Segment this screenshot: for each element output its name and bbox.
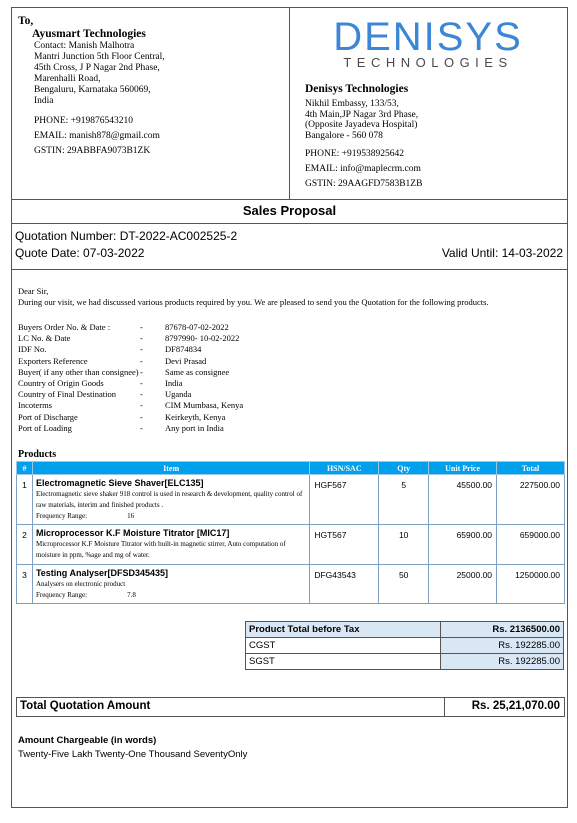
product-description: Microprocessor K.F Moisture Titrator with built-in magnetic stirrer, Auto computation of moisture in ppm, %age and mg of water. [35, 540, 286, 559]
recipient-email: EMAIL: manish878@gmail.com [34, 131, 160, 141]
detail-row [18, 367, 243, 378]
product-frequency [36, 590, 306, 600]
product-qty: 10 [379, 525, 429, 565]
detail-key: LC No. & Date [18, 333, 71, 344]
recipient-address-line: 45th Cross, J P Nagar 2nd Phase, [34, 63, 160, 73]
recipient-address-line: Marenhalli Road, [34, 74, 101, 84]
recipient-phone: PHONE: +919876543210 [34, 116, 134, 126]
product-qty: 5 [379, 475, 429, 525]
totals-label: CGST [246, 638, 441, 654]
detail-value: Same as consignee [165, 366, 230, 377]
detail-separator: - [140, 389, 143, 400]
detail-row [18, 333, 243, 344]
detail-row [18, 356, 243, 367]
totals-value: Rs. 192285.00 [441, 654, 564, 670]
detail-value: CIM Mumbasa, Kenya [165, 400, 244, 411]
frequency-value: 16 [127, 512, 135, 520]
product-item-cell [32, 525, 309, 565]
detail-row [18, 378, 243, 389]
detail-value: Any port in India [165, 422, 224, 433]
product-name: Electromagnetic Sieve Shaver[ELC135] [35, 478, 204, 488]
totals-label: SGST [246, 654, 441, 670]
product-row [17, 565, 565, 604]
detail-separator: - [140, 378, 143, 389]
recipient-address-line: India [34, 96, 54, 106]
cover-letter [18, 286, 563, 307]
detail-key: Country of Origin Goods [18, 378, 104, 389]
product-qty: 50 [379, 565, 429, 604]
col-header-unit-price: Unit Price [429, 462, 497, 475]
product-unit-price: 45500.00 [429, 475, 497, 525]
col-header-hsn: HSN/SAC [310, 462, 379, 475]
recipient-block [18, 15, 286, 159]
detail-separator: - [140, 355, 143, 366]
product-row [17, 475, 565, 525]
frequency-value: 7.8 [127, 591, 136, 599]
quotation-page [11, 7, 568, 808]
product-row [17, 525, 565, 565]
detail-row [18, 322, 243, 333]
products-table-header [17, 462, 565, 475]
product-unit-price: 65900.00 [429, 525, 497, 565]
detail-value: 87678-07-02-2022 [165, 322, 229, 332]
detail-key: IDF No. [18, 344, 47, 355]
amount-words-label: Amount Chargeable (in words) [18, 735, 157, 746]
totals-value: Rs. 192285.00 [441, 638, 564, 654]
recipient-address-line: Mantri Junction 5th Floor Central, [34, 52, 165, 62]
product-hsn: DFG43543 [310, 565, 379, 604]
detail-value: Uganda [165, 389, 192, 400]
sender-block [305, 82, 560, 192]
sender-phone: PHONE: +919538925642 [305, 149, 405, 159]
detail-row [18, 423, 243, 434]
detail-value: Keirkeyth, Kenya [165, 411, 226, 422]
amount-words-value: Twenty-Five Lakh Twenty-One Thousand SeventyOnly [18, 749, 248, 760]
product-index: 1 [17, 475, 33, 525]
detail-key: Buyer( if any other than consignee) [18, 366, 139, 377]
detail-separator: - [140, 411, 143, 422]
shipping-details [18, 322, 243, 434]
header-divider [289, 8, 290, 199]
totals-label: Product Total before Tax [246, 622, 441, 638]
totals-value: Rs. 2136500.00 [441, 622, 564, 638]
detail-key: Port of Loading [18, 422, 72, 433]
recipient-address-line: Bengaluru, Karnataka 560069, [34, 85, 151, 95]
detail-row [18, 389, 243, 400]
recipient-address-line: Contact: Manish Malhotra [34, 41, 135, 51]
col-header-total: Total [497, 462, 565, 475]
company-logo [308, 16, 548, 70]
quote-date: Quote Date: 07-03-2022 [15, 246, 145, 260]
product-index: 2 [17, 525, 33, 565]
product-name: Microprocessor K.F Moisture Titrator [MIC17] [35, 528, 230, 538]
product-frequency [36, 511, 306, 521]
detail-separator: - [140, 400, 143, 411]
sender-address-line: Bangalore - 560 078 [305, 130, 383, 141]
product-name: Testing Analyser[DFSD345435] [35, 568, 169, 578]
sender-address-line: (Opposite Jayadeva Hospital) [305, 120, 418, 130]
product-item-cell [32, 565, 309, 604]
detail-key: Country of Final Destination [18, 389, 116, 400]
detail-key: Exporters Reference [18, 355, 88, 366]
sender-gstin: GSTIN: 29AAGFD7583B1ZB [305, 179, 423, 189]
frequency-label: Frequency Range: [35, 591, 88, 599]
header-section [12, 8, 567, 200]
detail-separator: - [140, 344, 143, 355]
totals-table [245, 621, 564, 670]
detail-row [18, 400, 243, 411]
quotation-number: Quotation Number: DT-2022-AC002525-2 [15, 229, 238, 243]
product-total: 227500.00 [497, 475, 565, 525]
totals-row [246, 622, 564, 638]
product-description: Electromagnetic sieve shaker 918 control is used in research & development, quality control of raw materials, interim and finished products . [35, 490, 303, 509]
detail-value: India [165, 378, 183, 389]
logo-wordmark: DENISYS [333, 15, 523, 59]
quote-info-row [12, 224, 567, 270]
detail-key: Port of Discharge [18, 411, 78, 422]
totals-row [246, 654, 564, 670]
to-label: To, [18, 15, 34, 27]
sender-address-line: Nikhil Embassy, 133/53, [305, 99, 399, 109]
frequency-label: Frequency Range: [35, 512, 88, 520]
products-table [16, 461, 565, 604]
detail-row [18, 344, 243, 355]
sender-address-line: 4th Main,JP Nagar 3rd Phase, [305, 109, 419, 120]
detail-separator: - [140, 422, 143, 433]
greeting: Dear Sir, [18, 286, 49, 296]
detail-separator: - [140, 322, 143, 332]
logo-subtitle: TECHNOLOGIES [343, 55, 513, 70]
detail-separator: - [140, 366, 143, 377]
products-heading: Products [18, 449, 57, 460]
detail-key: Incoterms [18, 400, 52, 411]
sender-company: Denisys Technologies [305, 83, 409, 95]
valid-until: Valid Until: 14-03-2022 [441, 246, 563, 260]
detail-key: Buyers Order No. & Date : [18, 322, 111, 332]
sender-email: EMAIL: info@maplecrm.com [305, 164, 421, 174]
detail-value: 8797990- 10-02-2022 [165, 333, 240, 344]
product-description: Analysers on electronic product [35, 580, 126, 588]
detail-separator: - [140, 333, 143, 344]
letter-body: During our visit, we had discussed various products required by you. We are pleased to send you the Quotation for the following products. [18, 296, 489, 307]
product-total: 1250000.00 [497, 565, 565, 604]
product-hsn: HGT567 [310, 525, 379, 565]
detail-value: DF874834 [165, 344, 202, 355]
grand-total-label: Total Quotation Amount [20, 700, 151, 712]
col-header-index: # [17, 462, 33, 475]
detail-row [18, 412, 243, 423]
totals-row [246, 638, 564, 654]
grand-total-row [16, 697, 565, 717]
document-title: Sales Proposal [12, 199, 567, 224]
col-header-qty: Qty [379, 462, 429, 475]
grand-total-value: Rs. 25,21,070.00 [471, 700, 560, 712]
product-item-cell [32, 475, 309, 525]
product-index: 3 [17, 565, 33, 604]
col-header-item: Item [32, 462, 309, 475]
product-hsn: HGF567 [310, 475, 379, 525]
recipient-gstin: GSTIN: 29ABBFA9073B1ZK [34, 146, 151, 156]
recipient-company: Ayusmart Technologies [32, 28, 146, 40]
product-total: 659000.00 [497, 525, 565, 565]
detail-value: Devi Prasad [165, 355, 207, 366]
product-unit-price: 25000.00 [429, 565, 497, 604]
